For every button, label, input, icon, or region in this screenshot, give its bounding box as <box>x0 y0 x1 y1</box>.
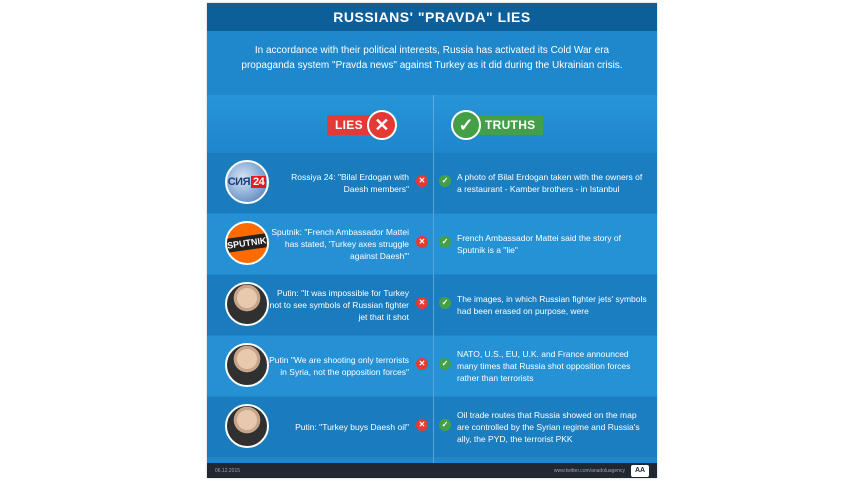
cross-icon: ✕ <box>416 297 428 309</box>
lies-label: LIES <box>327 115 371 135</box>
rossiya-logo-text: СИЯ <box>227 176 250 188</box>
lie-text: Putin "We are shooting only terrorists in Syria, not the opposition forces" <box>269 355 409 377</box>
putin-portrait-icon <box>225 343 269 387</box>
truth-text: A photo of Bilal Erdogan taken with the owners of a restaurant - Kamber brothers - in Istanbul <box>457 172 643 194</box>
lie-text: Putin: "It was impossible for Turkey not to see symbols of Russian fighter jet that it shot <box>269 288 409 322</box>
lie-cell <box>207 397 433 457</box>
comparison-row <box>207 336 657 396</box>
comparison-row <box>207 214 657 274</box>
cross-icon: ✕ <box>416 236 428 248</box>
lie-cell <box>207 275 433 335</box>
lie-cell <box>207 153 433 213</box>
infographic <box>207 3 657 478</box>
truth-text: The images, in which Russian fighter jets' symbols had been erased on purpose, were <box>457 294 647 316</box>
title-bar <box>207 3 657 31</box>
column-divider <box>433 95 434 463</box>
check-icon: ✓ <box>439 297 451 309</box>
truth-text: Oil trade routes that Russia showed on the map are controlled by the Syrian regime and Russia's ally, the PYD, the terrorist PKK <box>457 410 640 444</box>
lies-header <box>327 111 397 139</box>
cross-icon: ✕ <box>416 175 428 187</box>
header-band <box>207 95 657 153</box>
truth-cell <box>434 275 657 335</box>
truths-label: TRUTHS <box>477 115 543 135</box>
footer-date: 06.12.2015 <box>215 467 241 474</box>
intro-text: In accordance with their political interests, Russia has activated its Cold War era propaganda system "Pravda news" against Turkey as it did during the Ukrainian crisis. <box>241 45 623 71</box>
comparison-row <box>207 153 657 213</box>
check-icon: ✓ <box>439 419 451 431</box>
anadolu-agency-logo: AA <box>631 465 649 477</box>
lie-text: Putin: "Turkey buys Daesh oil" <box>295 422 409 432</box>
page-title: RUSSIANS' "PRAVDA" LIES <box>333 9 531 25</box>
check-icon: ✓ <box>439 358 451 370</box>
truth-cell <box>434 214 657 274</box>
cross-icon: ✕ <box>416 358 428 370</box>
sputnik-logo-text: SPUTNIK <box>225 233 269 253</box>
truth-cell <box>434 153 657 213</box>
lie-text: Rossiya 24: "Bilal Erdogan with Daesh members" <box>291 172 409 194</box>
check-icon: ✓ <box>439 236 451 248</box>
comparison-row <box>207 275 657 335</box>
rossiya-24-logo-icon <box>225 160 269 204</box>
truth-text: French Ambassador Mattei said the story of Sputnik is a "lie" <box>457 233 621 255</box>
truth-cell <box>434 397 657 457</box>
check-icon: ✓ <box>451 110 481 140</box>
truth-cell <box>434 336 657 396</box>
footer-url[interactable]: www.twitter.com/anadoluagency <box>553 467 625 474</box>
putin-portrait-icon <box>225 282 269 326</box>
footer <box>207 463 657 478</box>
truths-header <box>451 111 543 139</box>
sputnik-logo-icon <box>225 221 269 265</box>
cross-icon: ✕ <box>416 419 428 431</box>
lie-text: Sputnik: "French Ambassador Mattei has stated, 'Turkey axes struggle against Daesh'" <box>271 227 409 261</box>
footer-right <box>554 465 649 477</box>
putin-portrait-icon <box>225 404 269 448</box>
cross-icon: ✕ <box>367 110 397 140</box>
lie-cell <box>207 336 433 396</box>
comparison-row <box>207 397 657 457</box>
lie-cell <box>207 214 433 274</box>
rossiya-logo-number: 24 <box>253 176 265 188</box>
truth-text: NATO, U.S., EU, U.K. and France announced many times that Russia shot opposition forces rather than terrorists <box>457 349 631 383</box>
check-icon: ✓ <box>439 175 451 187</box>
